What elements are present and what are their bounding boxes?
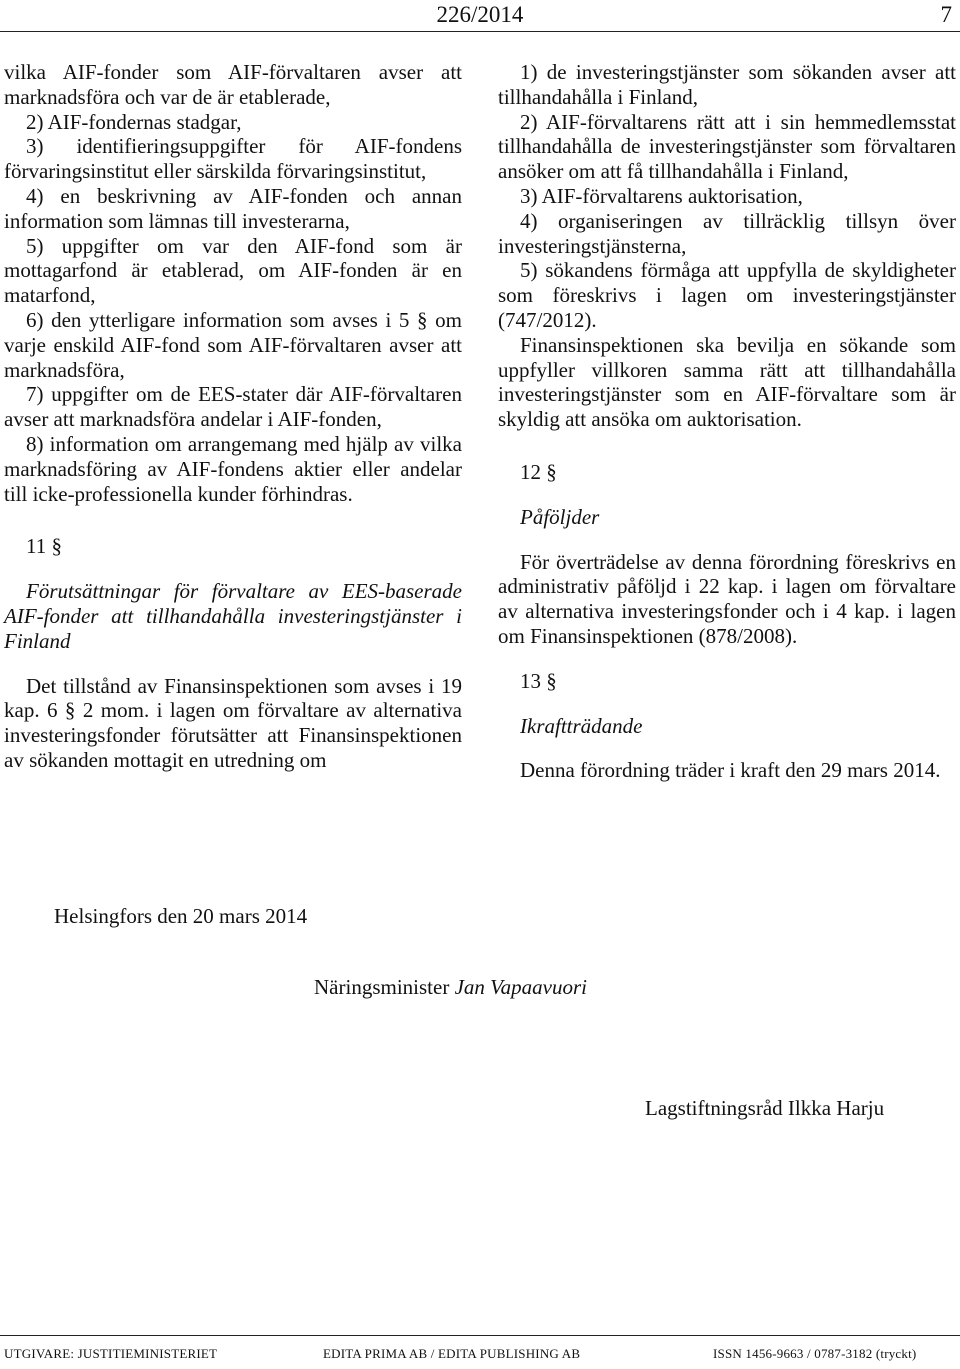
list-item: 3) AIF-förvaltarens auktorisation, — [520, 183, 803, 208]
list-item: 1) de investeringstjänster som sökanden avser att tillhandahålla i Finland, — [498, 60, 956, 109]
footer-printer: EDITA PRIMA AB / EDITA PUBLISHING AB — [323, 1346, 581, 1361]
list-item: 6) den ytterligare information som avses i 5 § om varje enskild AIF-fond som AIF-förvaltaren avser att marknadsföra, — [4, 307, 462, 382]
list-item: 2) AIF-fondernas stadgar, — [26, 109, 242, 134]
footer-divider — [0, 1335, 960, 1336]
paragraph: vilka AIF-fonder som AIF-förvaltaren avser att marknadsföra och var de är etablerade, — [4, 60, 462, 109]
section-number-11: 11 § — [26, 534, 62, 559]
paragraph: För överträdelse av denna förordning föreskrivs en administrativ påföljd i 22 kap. i lagen om förvaltare av alternativa investeringsfonder och i 4 kap. i lagen om Finansinspektionen (878/2008). — [498, 549, 956, 648]
page-number: 7 — [940, 2, 952, 27]
list-item: 3) identifieringsuppgifter för AIF-fondens förvaringsinstitut eller särskilda förvaringsinstitut, — [4, 134, 462, 184]
paragraph: Finansinspektionen ska bevilja en sökande som uppfyller villkoren samma rätt att tillhandahålla investeringstjänster som en AIF-förvaltare som är skyldig att ansöka om auktorisation. — [498, 332, 956, 432]
header-divider — [0, 31, 960, 32]
paragraph: Denna förordning träder i kraft den 29 mars 2014. — [520, 758, 941, 783]
section-title-13: Ikraftträdande — [520, 713, 643, 738]
place-and-date: Helsingfors den 20 mars 2014 — [54, 904, 308, 928]
list-item: 4) en beskrivning av AIF-fonden och annan information som lämnas till investerarna, — [4, 183, 462, 233]
minister-name: Jan Vapaavuori — [454, 975, 587, 999]
list-item: 4) organiseringen av tillräcklig tillsyn över investeringstjänsterna, — [498, 208, 956, 258]
list-item: 5) uppgifter om var den AIF-fond som är mottagarfond är etablerad, om AIF-fonden är en matarfond, — [4, 233, 462, 308]
section-title-11: Förutsättningar för förvaltare av EES-baserade AIF-fonder att tillhandahålla investeringstjänster i Finland — [4, 579, 462, 653]
list-item: 7) uppgifter om de EES-stater där AIF-förvaltaren avser att marknadsföra andelar i AIF-fonden, — [4, 382, 462, 432]
list-item: 5) sökandens förmåga att uppfylla de skyldigheter som föreskrivs i lagen om investeringstjänster (747/2012). — [498, 258, 956, 332]
list-item: 8) information om arrangemang med hjälp av vilka marknadsföring av AIF-fondens aktier eller andelar till icke-professionella kunder förhindras. — [4, 431, 462, 506]
minister-signature — [314, 974, 587, 1000]
list-item: 2) AIF-förvaltarens rätt att i sin hemmedlemsstat tillhandahålla de investeringstjänster som förvaltaren ansöker om att få tillhandahålla i Finland, — [498, 109, 956, 184]
footer-publisher: UTGIVARE: JUSTITIEMINISTERIET — [4, 1346, 218, 1361]
section-number-13: 13 § — [520, 668, 557, 693]
left-column — [4, 60, 462, 773]
paragraph: Det tillstånd av Finansinspektionen som avses i 19 kap. 6 § 2 mom. i lagen om förvaltare av alternativa investeringsfonder förutsätter att Finansinspektionen av sökanden mottagit en utredning om — [4, 673, 462, 772]
minister-role: Näringsminister — [314, 975, 450, 999]
officer-signature: Lagstiftningsråd Ilkka Harju — [645, 1096, 885, 1120]
section-title-12: Påföljder — [520, 504, 600, 529]
section-number-12: 12 § — [520, 459, 557, 484]
document-number: 226/2014 — [436, 2, 524, 27]
footer-issn: ISSN 1456-9663 / 0787-3182 (tryckt) — [713, 1346, 917, 1361]
right-column — [498, 60, 956, 783]
